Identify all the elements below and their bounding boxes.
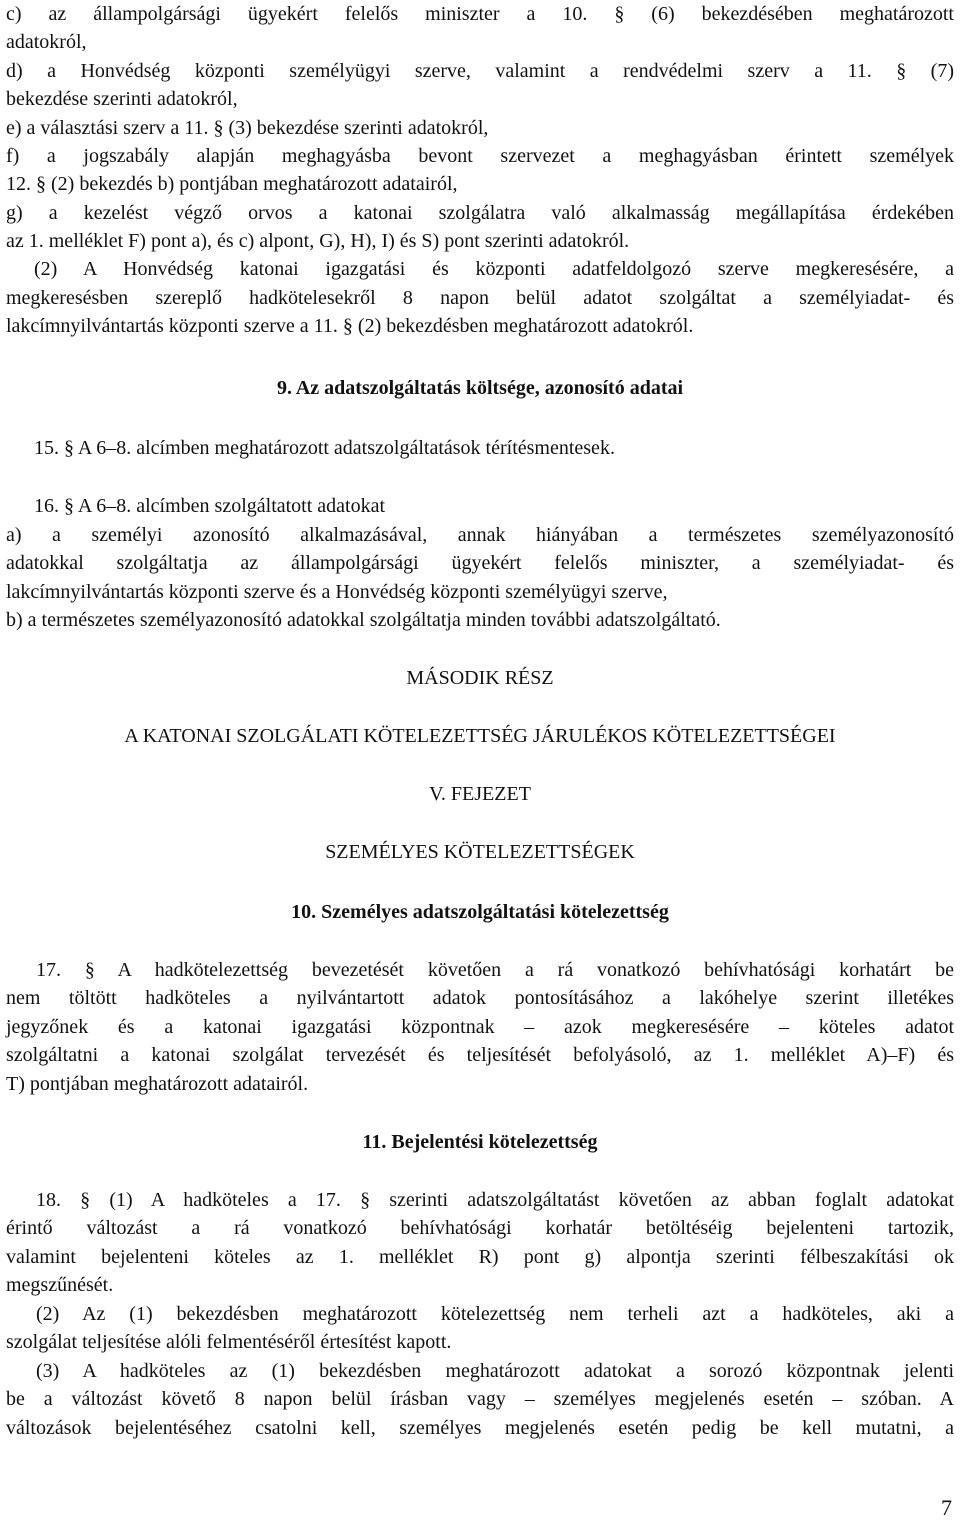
- text-line: az 1. melléklet F) pont a), és c) alpont, G), H), I) és S) pont szerinti adatokról.: [6, 230, 630, 252]
- text-line: b) a természetes személyazonosító adatokkal szolgáltatja minden további adatszolgáltató.: [6, 609, 721, 631]
- text-line: (2) Az (1) bekezdésben meghatározott kötelezettség nem terheli azt a hadköteles, aki a: [36, 1303, 954, 1325]
- text-line: 12. § (2) bekezdés b) pontjában meghatározott adatairól,: [6, 173, 458, 195]
- text-line: g) a kezelést végző orvos a katonai szolgálatra való alkalmasság megállapítása érdekében: [6, 202, 954, 224]
- text-line: (3) A hadköteles az (1) bekezdésben meghatározott adatokat a sorozó központnak jelenti: [36, 1360, 954, 1382]
- text-line: megszűnését.: [6, 1274, 114, 1296]
- text-line: c) az állampolgársági ügyekért felelős miniszter a 10. § (6) bekezdésében meghatározott: [6, 3, 954, 25]
- text-line: f) a jogszabály alapján meghagyásba bevont szervezet a meghagyásban érintett személyek: [6, 145, 954, 167]
- text-line: 16. § A 6–8. alcímben szolgáltatott adatokat: [34, 495, 386, 517]
- text-line: valamint bejelenteni köteles az 1. melléklet R) pont g) alpontja szerinti félbeszakítási ok: [6, 1246, 954, 1268]
- text-line: szolgálat teljesítése alóli felmentéséről értesítést kapott.: [6, 1331, 452, 1353]
- text-line: bekezdése szerinti adatokról,: [6, 88, 238, 110]
- text-line: adatokról,: [6, 31, 87, 53]
- text-line: a) a személyi azonosító alkalmazásával, annak hiányában a természetes személyazonosító: [6, 524, 954, 546]
- text-line: változások bejelentéséhez csatolni kell, személyes megjelenés esetén pedig be kell mutatni, a: [6, 1417, 954, 1439]
- text-line: szolgáltatni a katonai szolgálat tervezését és teljesítését befolyásoló, az 1. melléklet A)–F) és: [6, 1044, 954, 1066]
- part-subtitle: A KATONAI SZOLGÁLATI KÖTELEZETTSÉG JÁRULÉKOS KÖTELEZETTSÉGEI: [124, 725, 836, 747]
- text-line: (2) A Honvédség katonai igazgatási és központi adatfeldolgozó szerve megkeresésére, a: [34, 258, 954, 280]
- chapter-subtitle: SZEMÉLYES KÖTELEZETTSÉGEK: [325, 841, 635, 863]
- text-line: lakcímnyilvántartás központi szerve a 11. § (2) bekezdésben meghatározott adatokról.: [6, 315, 694, 337]
- text-line: be a változást követő 8 napon belül írásban vagy – személyes megjelenés esetén – szóban. A: [6, 1388, 954, 1410]
- text-line: 18. § (1) A hadköteles a 17. § szerinti adatszolgáltatást követően az abban foglalt adatokat: [36, 1189, 954, 1211]
- document-page: [6, 0, 954, 1537]
- text-line: jegyzőnek és a katonai igazgatási központnak – azok megkeresésére – köteles adatot: [6, 1016, 954, 1038]
- text-line: 15. § A 6–8. alcímben meghatározott adatszolgáltatások térítésmentesek.: [34, 437, 615, 459]
- chapter-title: V. FEJEZET: [429, 783, 531, 805]
- page-number: 7: [941, 1495, 952, 1520]
- text-line: T) pontjában meghatározott adatairól.: [6, 1073, 309, 1095]
- part-title: MÁSODIK RÉSZ: [406, 667, 554, 689]
- section-heading: 10. Személyes adatszolgáltatási kötelezettség: [291, 901, 669, 923]
- text-line: lakcímnyilvántartás központi szerve és a Honvédség központi személyügyi szerve,: [6, 581, 668, 603]
- section-heading: 9. Az adatszolgáltatás költsége, azonosító adatai: [276, 377, 684, 399]
- text-line: megkeresésben szereplő hadkötelesekről 8 napon belül adatot szolgáltat a személyiadat- és: [6, 287, 954, 309]
- text-line: e) a választási szerv a 11. § (3) bekezdése szerinti adatokról,: [6, 117, 489, 139]
- text-line: 17. § A hadkötelezettség bevezetését követően a rá vonatkozó behívhatósági korhatárt be: [36, 959, 954, 981]
- section-heading: 11. Bejelentési kötelezettség: [362, 1131, 598, 1153]
- text-line: érintő változást a rá vonatkozó behívhatósági korhatár betöltéséig bejelenteni tartozik,: [6, 1217, 954, 1239]
- text-line: nem töltött hadköteles a nyilvántartott adatok pontosításához a lakóhelye szerint illetékes: [6, 987, 954, 1009]
- text-line: adatokkal szolgáltatja az állampolgársági ügyekért felelős miniszter, a személyiadat- és: [6, 552, 954, 574]
- text-line: d) a Honvédség központi személyügyi szerve, valamint a rendvédelmi szerv a 11. § (7): [6, 60, 954, 82]
